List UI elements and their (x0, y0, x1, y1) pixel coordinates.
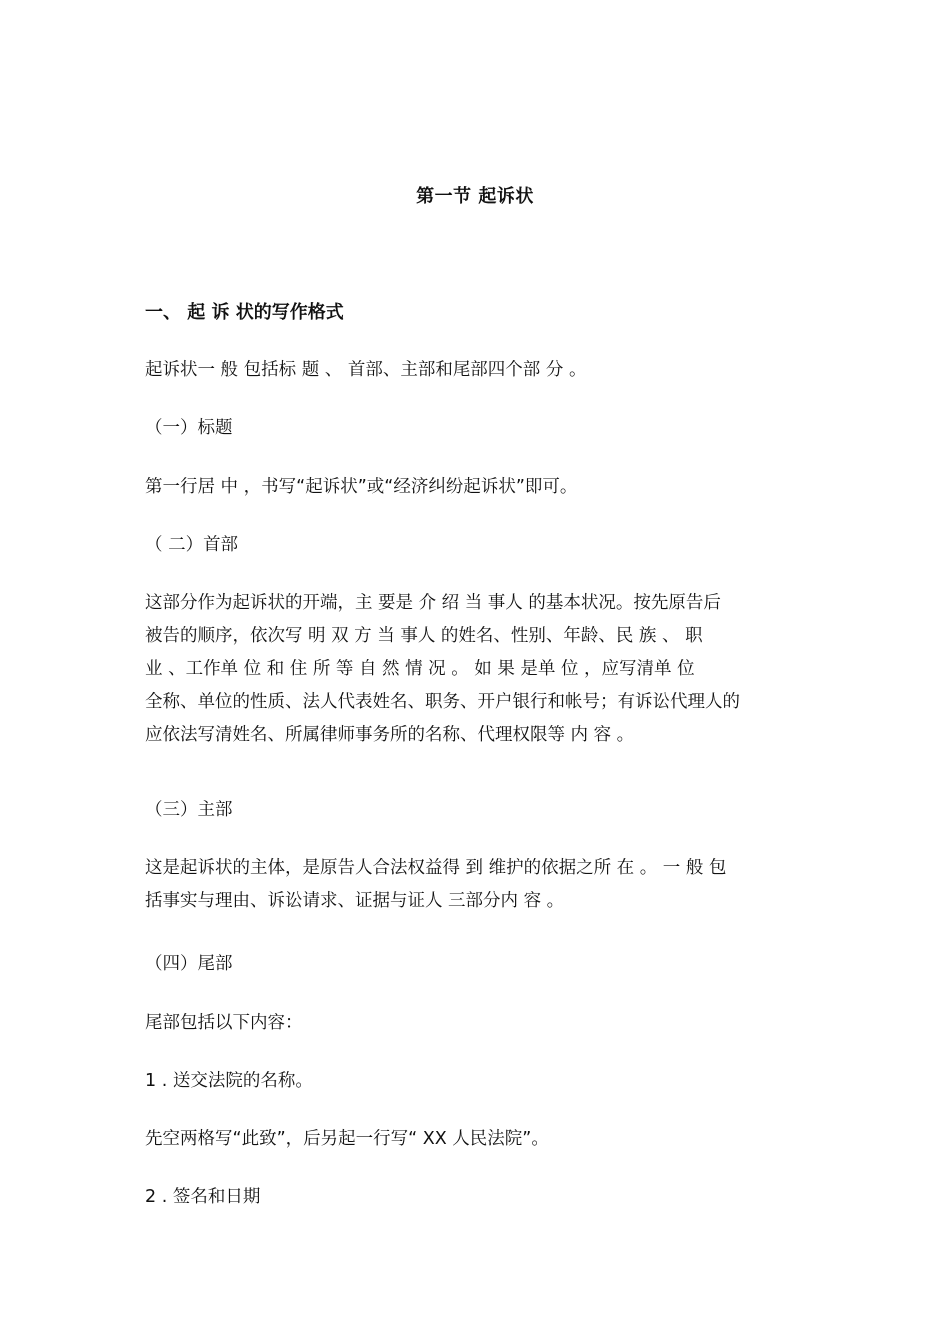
intro-paragraph: 起诉状一 般 包括标 题 、 首部、主部和尾部四个部 分 。 (145, 360, 587, 380)
subheading-header: （ 二）首部 (145, 535, 239, 555)
paragraph-line: 全称、单位的性质、法人代表姓名、职务、开户银行和帐号；有诉讼代理人的 (145, 692, 740, 712)
header-paragraph (145, 587, 810, 752)
paragraph-line: 应依法写清姓名、所属律师事务所的名称、代理权限等 内 容 。 (145, 725, 635, 745)
paragraph-line: 这部分作为起诉状的开端，主 要是 介 绍 当 事人 的基本状况。按先原告后 (145, 593, 721, 613)
list-item-1-text: 先空两格写“此致”，后另起一行写“ XX 人民法院”。 (145, 1129, 549, 1149)
end-paragraph: 尾部包括以下内容： (145, 1013, 303, 1033)
page-title: 第一节 起诉状 (416, 186, 534, 207)
paragraph-line: 业 、工作单 位 和 住 所 等 自 然 情 况 。 如 果 是单 位 ，应写清单 位 (145, 659, 695, 679)
main-paragraph (145, 852, 810, 918)
list-item-2: 2 . 签名和日期 (145, 1187, 261, 1207)
paragraph-line: 这是起诉状的主体，是原告人合法权益得 到 维护的依据之所 在 。 一 般 包 (145, 858, 727, 878)
subheading-main: （三）主部 (145, 800, 233, 820)
subheading-title: （一）标题 (145, 418, 233, 438)
paragraph-line: 被告的顺序，依次写 明 双 方 当 事人 的姓名、性别、年龄、民 族 、 职 (145, 626, 703, 646)
title-paragraph: 第一行居 中 ，书写“起诉状”或“经济纠纷起诉状”即可。 (145, 477, 578, 497)
subheading-end: （四）尾部 (145, 954, 233, 974)
section-heading: 一、 起 诉 状的写作格式 (145, 302, 344, 323)
list-item-1: 1 . 送交法院的名称。 (145, 1071, 313, 1091)
paragraph-line: 括事实与理由、诉讼请求、证据与证人 三部分内 容 。 (145, 891, 565, 911)
